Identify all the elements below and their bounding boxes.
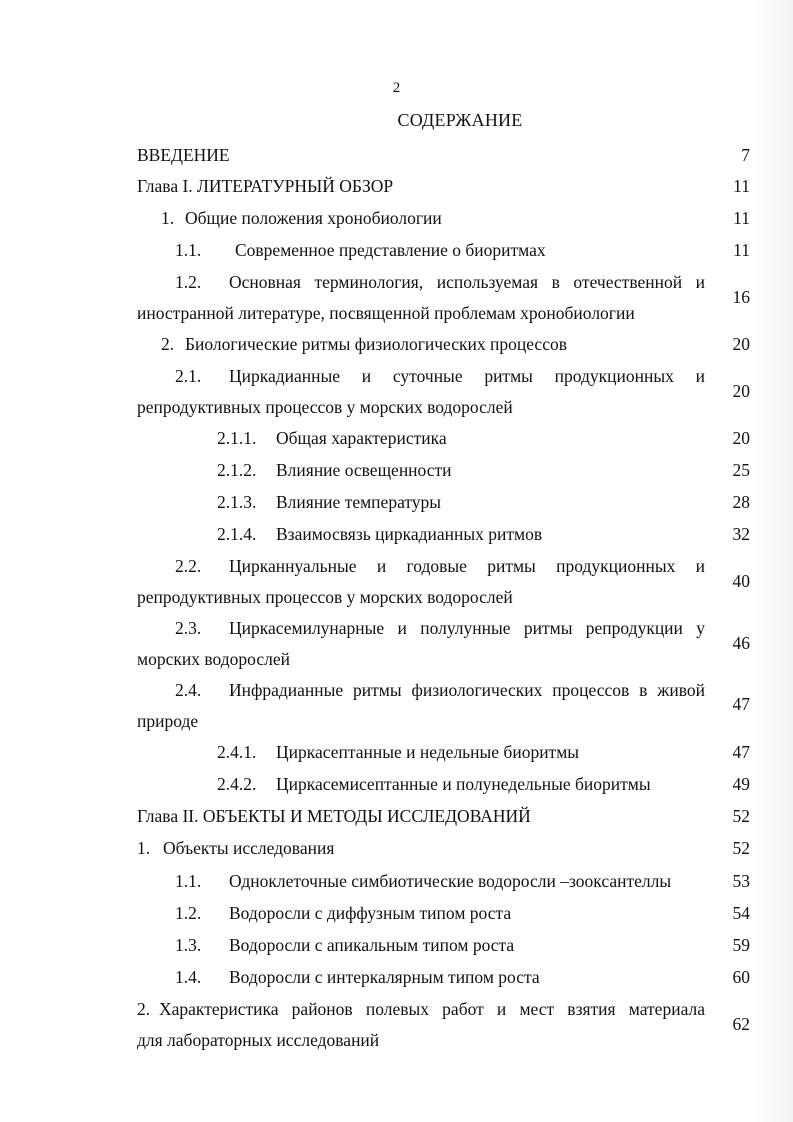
- toc-entry: [175, 680, 705, 700]
- toc-entry-text: Водоросли с интеркалярным типом роста: [229, 967, 540, 987]
- toc-entry-page: 11: [733, 176, 750, 196]
- toc-entry-number: 2.: [161, 334, 175, 354]
- toc-entry-number: 1.1.: [175, 240, 202, 260]
- toc-entry-page: 52: [732, 806, 750, 826]
- toc-entry-page: 11: [733, 208, 750, 228]
- toc-entry-text: Основная терминология, используемая в отечественной и: [229, 272, 705, 292]
- toc-entry-text-continued: морских водорослей: [137, 649, 290, 669]
- toc-entry: [175, 935, 514, 955]
- toc-entry-text-continued: репродуктивных процессов у морских водорослей: [137, 397, 513, 417]
- toc-entry-page: 40: [732, 571, 750, 591]
- toc-entry-text: Циркадианные и суточные ритмы продукционных и: [229, 366, 705, 386]
- toc-entry-text-continued: природе: [137, 711, 199, 731]
- toc-entry: [217, 524, 542, 544]
- toc-entry-text-continued: репродуктивных процессов у морских водорослей: [137, 587, 513, 607]
- toc-entry-number: 2.1.2.: [217, 460, 257, 480]
- toc-entry-page: 20: [732, 334, 750, 354]
- toc-entry-page: 47: [732, 694, 750, 714]
- toc-entry-number: 2.1.3.: [217, 492, 257, 512]
- toc-entry-number: 1.: [161, 208, 175, 228]
- toc-entry-page: 20: [732, 381, 750, 401]
- toc-entry-page: 7: [741, 145, 750, 165]
- toc-entry-text: Одноклеточные симбиотические водоросли –зооксантеллы: [229, 871, 672, 891]
- toc-entry: [161, 208, 442, 228]
- toc-entry-page: 59: [732, 935, 750, 955]
- toc-entry: [217, 742, 579, 762]
- toc-entry-number: 2.1.4.: [217, 524, 257, 544]
- toc-entry-page: 52: [732, 838, 750, 858]
- toc-entry-page: 20: [732, 428, 750, 448]
- toc-entry-page: 25: [732, 460, 750, 480]
- toc-entry: [217, 428, 447, 448]
- toc-entry: [175, 967, 540, 987]
- toc-entry-text: Циркасептанные и недельные биоритмы: [276, 742, 580, 762]
- toc-entry-number: 1.2.: [175, 272, 202, 292]
- toc-entry: [217, 492, 441, 512]
- toc-entry: [175, 871, 671, 891]
- toc-entry-number: 1.2.: [175, 903, 202, 923]
- toc-entry-number: 2.4.: [175, 680, 202, 700]
- toc-entry-text: ВВЕДЕНИЕ: [137, 145, 230, 165]
- toc-entry-page: 53: [732, 871, 750, 891]
- toc-entry-number: 1.: [137, 838, 151, 858]
- toc-entry-page: 60: [732, 967, 750, 987]
- toc-entry-chapter-2: [137, 806, 531, 826]
- toc-entry-number: 2.1.1.: [217, 428, 257, 448]
- toc-entry-number: 1.1.: [175, 871, 202, 891]
- toc-entry-number: 2.3.: [175, 618, 202, 638]
- toc-entry-page: 16: [732, 287, 750, 307]
- toc-entry-text: Влияние температуры: [276, 492, 442, 512]
- toc-entry: [217, 460, 452, 480]
- toc-entry-chapter-1: [137, 176, 393, 196]
- toc-entry-text: Глава II. ОБЪЕКТЫ И МЕТОДЫ ИССЛЕДОВАНИЙ: [137, 806, 531, 826]
- toc-entry-text-continued: иностранной литературе, посвященной проблемам хронобиологии: [137, 303, 635, 323]
- toc-entry-text: Глава I. ЛИТЕРАТУРНЫЙ ОБЗОР: [137, 176, 394, 196]
- toc-entry-text: Объекты исследования: [163, 838, 335, 858]
- toc-entry: [175, 366, 705, 386]
- toc-entry-text: Циркасемилунарные и полулунные ритмы репродукции у: [229, 618, 705, 638]
- scan-edge-shadow: [753, 0, 793, 1122]
- toc-entry: [175, 556, 705, 576]
- toc-entry-page: 47: [732, 742, 750, 762]
- toc-entry-text: Биологические ритмы физиологических процессов: [185, 334, 567, 354]
- toc-entry-text: Характеристика районов полевых работ и мест взятия материала: [159, 999, 705, 1019]
- toc-entry-text: Современное представление о биоритмах: [235, 240, 546, 260]
- toc-entry-text: Цирканнуальные и годовые ритмы продукционных и: [229, 556, 705, 576]
- toc-entry-page: 11: [733, 240, 750, 260]
- toc-entry-introduction: [137, 145, 230, 165]
- toc-entry-number: 2.1.: [175, 366, 202, 386]
- toc-entry-page: 62: [732, 1014, 750, 1034]
- toc-entry-text: Общие положения хронобиологии: [185, 208, 442, 228]
- toc-entry-text: Взаимосвязь циркадианных ритмов: [276, 524, 543, 544]
- toc-entry-text: Инфрадианные ритмы физиологических процессов в живой: [229, 680, 705, 700]
- toc-title: СОДЕРЖАНИЕ: [397, 110, 523, 130]
- toc-entry-number: 1.3.: [175, 935, 202, 955]
- toc-entry-number: 2.4.1.: [217, 742, 257, 762]
- toc-entry-page: 49: [732, 774, 750, 794]
- toc-entry-text: Водоросли с апикальным типом роста: [229, 935, 515, 955]
- toc-entry-page: 28: [732, 492, 750, 512]
- toc-entry-text: Влияние освещенности: [276, 460, 452, 480]
- toc-entry-text: Циркасемисептанные и полунедельные биоритмы: [276, 774, 651, 794]
- toc-entry: [175, 272, 705, 292]
- toc-entry-number: 2.2.: [175, 556, 202, 576]
- toc-entry-number: 2.: [137, 999, 151, 1019]
- toc-entry-page: 32: [732, 524, 750, 544]
- toc-entry: [217, 774, 651, 794]
- toc-entry: [161, 334, 567, 354]
- toc-entry: [137, 999, 705, 1019]
- toc-entry-page: 46: [732, 633, 750, 653]
- toc-entry-number: 2.4.2.: [217, 774, 257, 794]
- toc-entry: [175, 903, 511, 923]
- toc-entry: [137, 838, 334, 858]
- toc-entry-text: Водоросли с диффузным типом роста: [229, 903, 512, 923]
- toc-entry: [175, 240, 546, 260]
- toc-entry: [175, 618, 705, 638]
- toc-entry-number: 1.4.: [175, 967, 202, 987]
- page-number: 2: [392, 80, 401, 96]
- toc-entry-page: 54: [732, 903, 750, 923]
- toc-entry-text-continued: для лабораторных исследований: [137, 1030, 380, 1050]
- toc-entry-text: Общая характеристика: [276, 428, 447, 448]
